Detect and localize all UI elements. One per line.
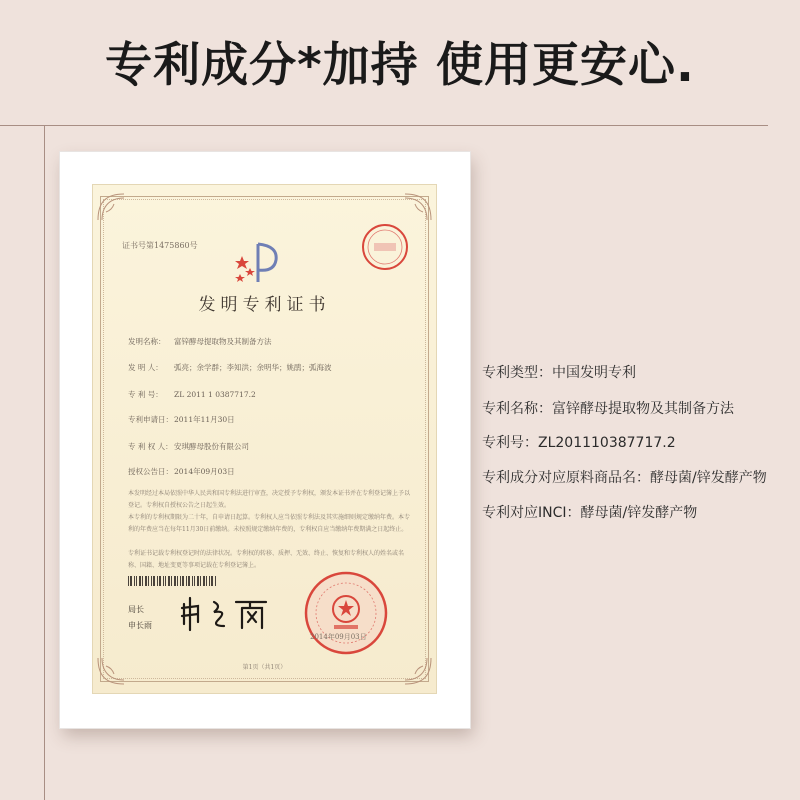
info-label: 专利成分对应原料商品名： xyxy=(482,470,650,486)
seal-date: 2014年09月03日 xyxy=(310,633,367,641)
field-patentee xyxy=(128,441,249,452)
patent-certificate xyxy=(92,184,437,694)
info-label: 专利对应INCI： xyxy=(482,505,581,521)
info-value: 酵母菌/锌发酵产物 xyxy=(580,505,698,521)
info-patent-type xyxy=(482,362,636,382)
field-grant-date xyxy=(128,466,235,477)
director-name: 申长雨 xyxy=(128,621,152,630)
field-patent-number xyxy=(128,389,256,400)
corner-ornament-icon xyxy=(403,192,433,222)
info-value: ZL201110387717.2 xyxy=(538,435,676,451)
info-patent-name xyxy=(482,398,734,418)
page-number: 第1页（共1页） xyxy=(242,664,287,671)
certificate-paragraph: 本专利的专利权期限为二十年，自申请日起算。专利权人应当依照专利法及其实施细则规定缴纳年费。本专利的年费应当在每年11月30日前缴纳。未按照规定缴纳年费的，专利权自应当缴纳年费期满之日起终止。 xyxy=(128,514,411,533)
patent-emblem-icon xyxy=(232,238,288,288)
official-seal-icon xyxy=(302,569,390,657)
certificate-number: 证书号第1475860号 xyxy=(122,241,198,250)
field-label: 发明名称： xyxy=(128,337,166,346)
field-label: 专 利 权 人： xyxy=(128,442,173,451)
field-label: 授权公告日： xyxy=(128,467,173,476)
corner-ornament-icon xyxy=(403,656,433,686)
field-invention-name xyxy=(128,336,272,347)
field-value: 安琪酵母股份有限公司 xyxy=(174,442,249,451)
info-value: 富锌酵母提取物及其制备方法 xyxy=(552,401,734,417)
headline: 专利成分*加持 使用更安心. xyxy=(105,38,695,93)
director-label: 局长 xyxy=(128,605,144,614)
corner-ornament-icon xyxy=(96,656,126,686)
field-value: 弧亮；余学群；李知洪；余明华；姚鹃；弧海波 xyxy=(174,363,332,372)
signature-icon xyxy=(178,594,273,634)
info-label: 专利号： xyxy=(482,435,538,451)
certificate-title: 发明专利证书 xyxy=(198,295,331,315)
certificate-paragraph: 本发明经过本局依照中华人民共和国专利法进行审查，决定授予专利权，颁发本证书并在专利登记簿上予以登记。专利权自授权公告之日起生效。 xyxy=(128,490,411,509)
field-value: 富锌酵母提取物及其制备方法 xyxy=(174,337,272,346)
barcode-icon xyxy=(128,576,218,586)
info-label: 专利名称： xyxy=(482,401,552,417)
info-ingredient-trade-name xyxy=(482,467,767,487)
field-label: 发 明 人： xyxy=(128,363,163,372)
info-label: 专利类型： xyxy=(482,365,552,381)
info-value: 酵母菌/锌发酵产物 xyxy=(650,470,767,486)
certificate-paragraph: 专利证书记载专利权登记时的法律状况。专利权的转移、质押、无效、终止、恢复和专利权人的姓名或名称、国籍、地址变更等事项记载在专利登记簿上。 xyxy=(128,550,405,569)
info-value: 中国发明专利 xyxy=(552,365,636,381)
field-filing-date xyxy=(128,414,235,425)
field-value: ZL 2011 1 0387717.2 xyxy=(174,390,256,399)
field-label: 专 利 号： xyxy=(128,390,163,399)
field-label: 专利申请日： xyxy=(128,415,173,424)
info-patent-number xyxy=(482,432,676,452)
divider-vertical xyxy=(44,125,45,800)
field-inventors xyxy=(128,362,332,373)
stamp-small-icon xyxy=(360,222,410,272)
info-inci xyxy=(482,502,697,522)
field-value: 2014年09月03日 xyxy=(174,467,235,476)
divider-horizontal xyxy=(0,125,768,126)
field-value: 2011年11月30日 xyxy=(174,415,235,424)
corner-ornament-icon xyxy=(96,192,126,222)
